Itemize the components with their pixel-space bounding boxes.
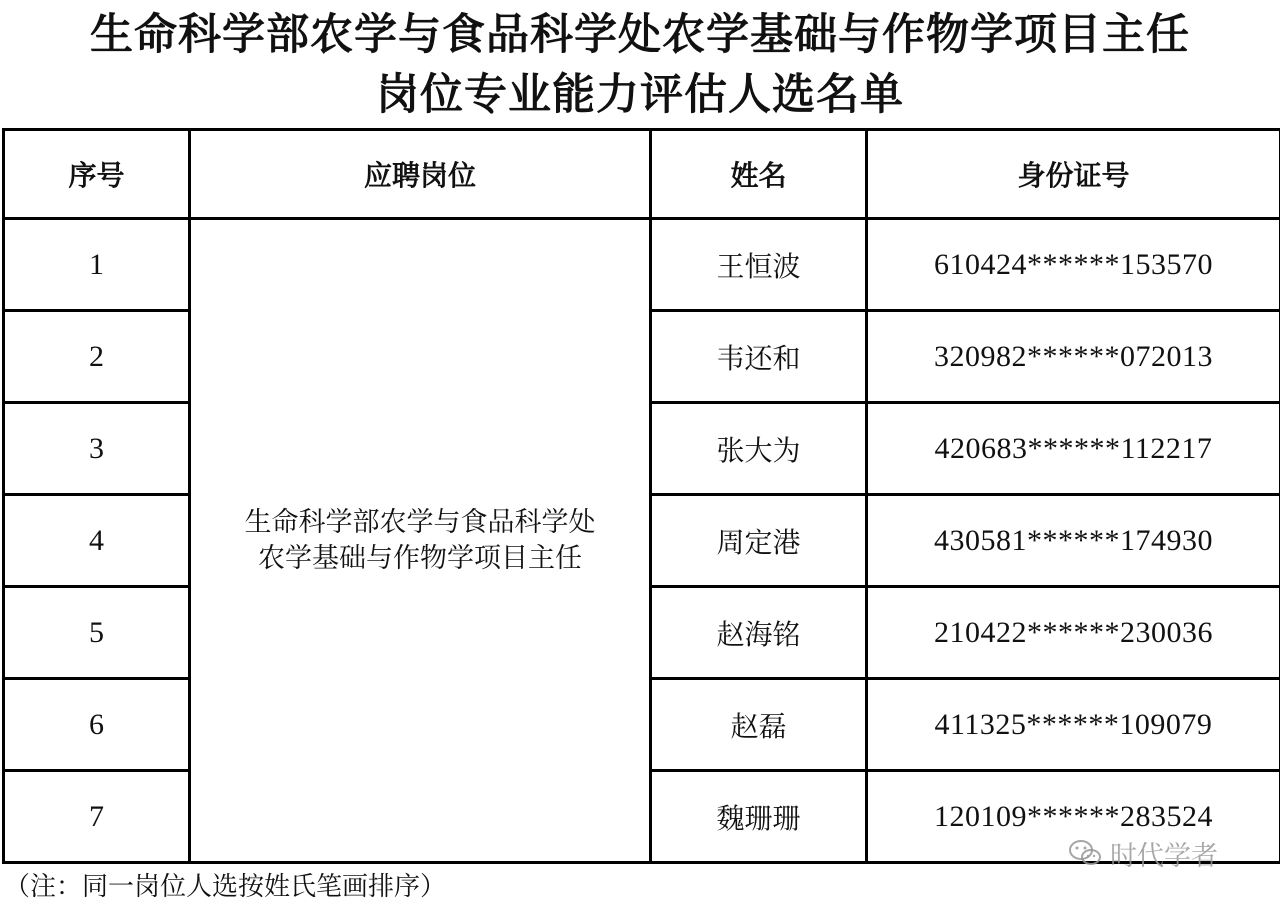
row-name: 张大为 xyxy=(651,403,867,495)
position-line2: 农学基础与作物学项目主任 xyxy=(258,542,582,574)
row-seq: 5 xyxy=(4,587,190,679)
row-name: 韦还和 xyxy=(651,311,867,403)
table-row xyxy=(4,219,1280,311)
document-title-line2: 岗位专业能力评估人选名单 xyxy=(376,70,904,120)
header-name: 姓名 xyxy=(651,130,867,219)
row-seq: 4 xyxy=(4,495,190,587)
row-seq: 2 xyxy=(4,311,190,403)
row-id-number: 430581******174930 xyxy=(867,495,1280,587)
header-id-number: 身份证号 xyxy=(867,130,1280,219)
position-line1: 生命科学部农学与食品科学处 xyxy=(244,506,596,538)
header-seq: 序号 xyxy=(4,130,190,219)
row-name: 赵磊 xyxy=(651,679,867,771)
row-name: 赵海铭 xyxy=(651,587,867,679)
watermark-text: 时代学者 xyxy=(1110,840,1218,872)
candidate-table xyxy=(2,128,1280,864)
row-id-number: 420683******112217 xyxy=(867,403,1280,495)
wechat-icon xyxy=(1068,838,1102,868)
row-id-number: 610424******153570 xyxy=(867,219,1280,311)
document-title-line1: 生命科学部农学与食品科学处农学基础与作物学项目主任 xyxy=(90,10,1190,60)
row-id-number: 120109******283524 xyxy=(867,771,1280,863)
row-id-number: 411325******109079 xyxy=(867,679,1280,771)
row-seq: 6 xyxy=(4,679,190,771)
header-position: 应聘岗位 xyxy=(190,130,651,219)
row-seq: 7 xyxy=(4,771,190,863)
position-cell xyxy=(190,219,651,863)
footnote: （注：同一岗位人选按姓氏笔画排序） xyxy=(4,872,447,902)
row-name: 魏珊珊 xyxy=(651,771,867,863)
watermark xyxy=(1068,833,1218,873)
row-seq: 3 xyxy=(4,403,190,495)
row-name: 王恒波 xyxy=(651,219,867,311)
table-header-row xyxy=(4,130,1280,219)
row-id-number: 320982******072013 xyxy=(867,311,1280,403)
row-name: 周定港 xyxy=(651,495,867,587)
row-seq: 1 xyxy=(4,219,190,311)
candidate-table-container xyxy=(2,128,1279,864)
row-id-number: 210422******230036 xyxy=(867,587,1280,679)
